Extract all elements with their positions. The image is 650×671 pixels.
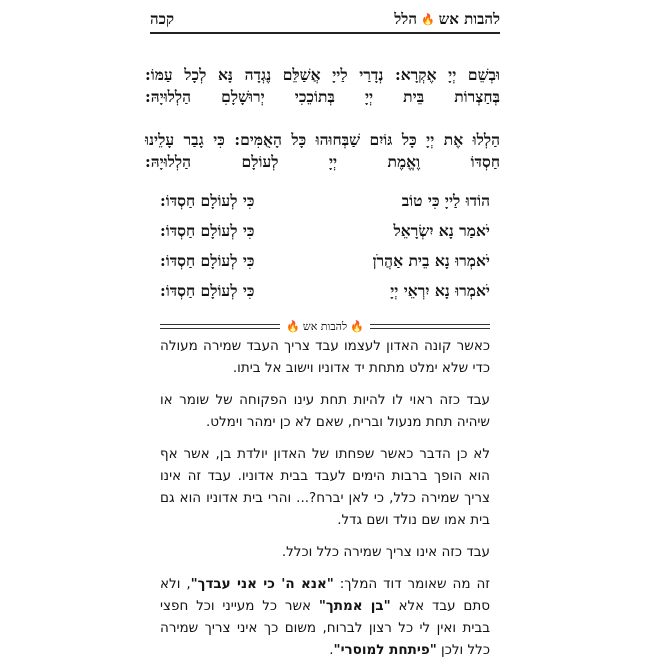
hodu-row-left: כִּי לְעוֹלָם חַסְדּוֹ: <box>160 281 255 300</box>
page-number: קכה <box>150 9 174 28</box>
hodu-row-right: הוֹדוּ לַייָ כִּי טוֹב <box>401 191 490 210</box>
hodu-row <box>160 186 490 216</box>
verse-line: בְּחַצְרוֹת בֵּית יְיָ בְּתוֹכֵכִי יְרוּשָׁלָםִ הַלְלוּיָהּ: <box>145 87 500 106</box>
divider-label-text: להבות אש <box>302 319 348 333</box>
commentary <box>160 335 490 671</box>
verse-block <box>145 129 500 173</box>
divider-rule <box>370 324 490 329</box>
hodu-row-right: יֹאמְרוּ נָא יִרְאֵי יְיָ <box>390 281 490 300</box>
running-head <box>150 6 500 32</box>
divider-rule <box>160 324 280 329</box>
hodu-row <box>160 216 490 246</box>
running-title-section: הלל <box>394 9 417 28</box>
commentary-quote: "אנא ה' כי אני עבדך" <box>190 576 334 592</box>
hodu-row <box>160 276 490 306</box>
hodu-row-right: יֹאמַר נָא יִשְׂרָאֵל <box>393 221 490 240</box>
hodu-row-left: כִּי לְעוֹלָם חַסְדּוֹ: <box>160 191 255 210</box>
verse-line: חַסְדּוֹ וֶאֱמֶת יְיָ לְעוֹלָם הַלְלוּיָהּ: <box>145 152 500 171</box>
commentary-paragraph <box>160 573 490 661</box>
hodu-row-left: כִּי לְעוֹלָם חַסְדּוֹ: <box>160 251 255 270</box>
hodu-row-right: יֹאמְרוּ נָא בֵית אַהֲרֹן <box>372 251 490 270</box>
header-rule <box>150 32 500 34</box>
flame-icon: 🔥 <box>286 319 300 333</box>
commentary-quote: "בן אמתך" <box>318 598 391 614</box>
section-divider <box>160 318 490 334</box>
commentary-text: אשר כל מעייני וכל חפצי בבית ואין לי כל רצון לברוח, משום כך איני צריך שמירה כלל ולכן <box>160 598 490 658</box>
flame-icon: 🔥 <box>420 12 435 26</box>
running-title <box>394 10 500 29</box>
commentary-quote: "פיתחת למוסרי" <box>333 642 437 658</box>
verse-line: וּבְשֵׁם יְיָ אֶקְרָא: נְדָרַי לַייָ אֲשַׁלֵּם נֶגְדָה נָּא לְכָל עַמּוֹ: <box>145 65 500 84</box>
commentary-text: זה מה שאומר דוד המלך: <box>333 576 490 592</box>
commentary-paragraph: עבד כזה אינו צריך שמירה כלל וכלל. <box>281 544 490 560</box>
commentary-text: . <box>329 642 334 658</box>
commentary-text: , ולא סתם עבד אלא <box>160 576 490 614</box>
running-title-main: להבות אש <box>438 9 500 28</box>
hodu-section <box>160 186 490 306</box>
divider-label <box>280 320 370 333</box>
verse-line: הַלְלוּ אֶת יְיָ כָּל גּוֹיִם שַׁבְּחוּהוּ כָּל הָאֻמִּים: כִּי גָבַר עָלֵינוּ <box>145 130 500 149</box>
hodu-row-left: כִּי לְעוֹלָם חַסְדּוֹ: <box>160 221 255 240</box>
hodu-row <box>160 246 490 276</box>
flame-icon: 🔥 <box>350 319 364 333</box>
commentary-paragraph: עבד כזה ראוי לו להיות תחת עינו הפקוחה של שומר או שיהיה תחת מנעול ובריח, שאם לא כן ימהר וימלט. <box>160 392 490 430</box>
commentary-paragraph: לא כן הדבר כאשר שפחתו של האדון יולדת בן, אשר אף הוא הופך ברבות הימים לעבד בבית אדוניו. עבד זה אינו צריך שמירה כלל, כי לאן יברח?... והרי בית אדוניו הוא גם בית אמו שם נולד ושם גדל. <box>160 446 490 528</box>
commentary-paragraph: כאשר קונה האדון לעצמו עבד צריך העבד שמירה מעולה כדי שלא ימלט מתחת יד אדוניו וישוב אל ביתו. <box>160 338 490 376</box>
verse-block <box>145 64 500 108</box>
